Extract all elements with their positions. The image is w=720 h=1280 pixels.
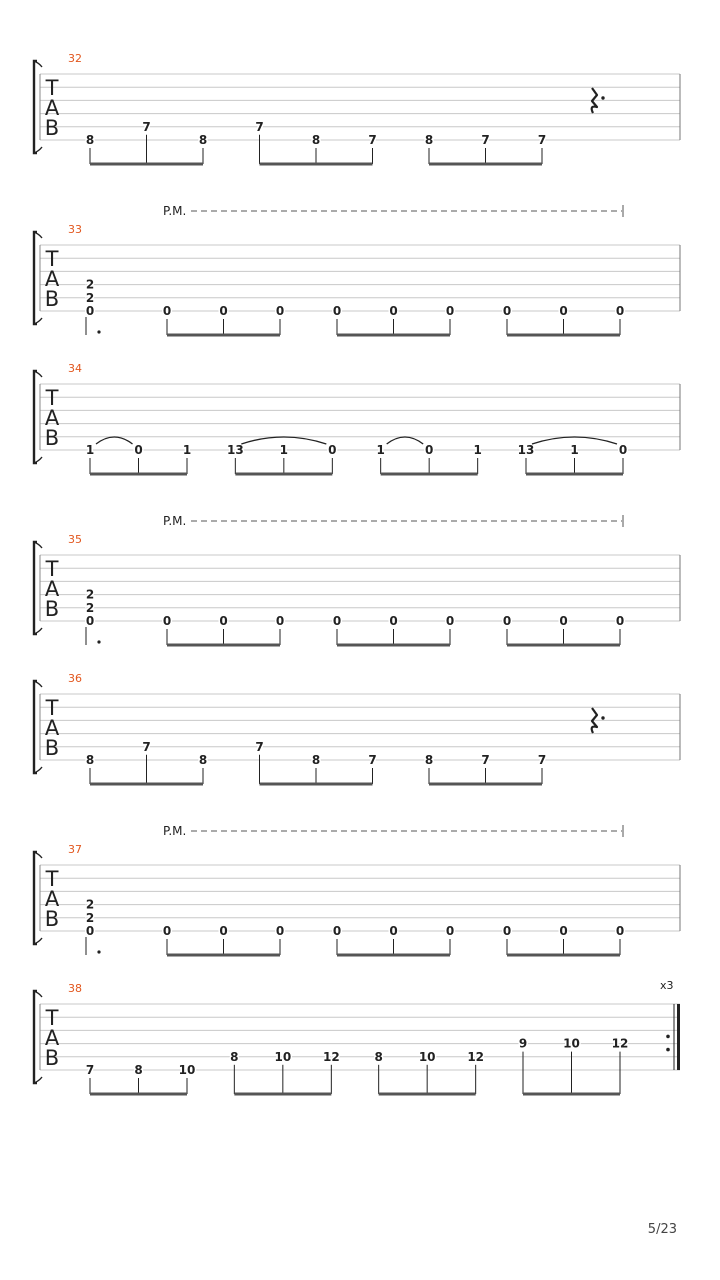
fret-number: 0 <box>85 924 95 938</box>
beam-group <box>227 437 337 476</box>
tab-clef-letter: T <box>45 1006 59 1030</box>
fret-number: 7 <box>142 739 151 754</box>
beam <box>379 1093 476 1096</box>
beam-group <box>333 304 454 337</box>
fret-number: 8 <box>424 753 434 767</box>
repeat-barline-thick <box>677 1004 680 1070</box>
fret-number: 0 <box>219 924 228 938</box>
tab-system <box>34 204 680 337</box>
fret-number: 2 <box>85 897 95 912</box>
fret-number: 12 <box>322 1049 340 1064</box>
fret-number: 8 <box>85 133 95 147</box>
fret-number: 7 <box>142 119 151 134</box>
beam <box>167 334 280 337</box>
fret-number: 7 <box>537 133 547 147</box>
repeat-dot <box>666 1035 670 1039</box>
tab-clef-letter: B <box>44 287 60 311</box>
fret-number: 10 <box>274 1049 292 1064</box>
tab-clef-letter: T <box>45 247 59 271</box>
system-bracket <box>34 371 37 463</box>
fret-number: 0 <box>445 304 455 318</box>
fret-number: 0 <box>389 304 398 318</box>
fret-number: 13 <box>517 443 535 457</box>
beam-group <box>503 924 624 957</box>
fret-number: 13 <box>226 443 244 457</box>
beam <box>260 783 373 786</box>
fret-number: 0 <box>615 304 625 318</box>
fret-number: 8 <box>374 1049 383 1064</box>
tab-clef-letter: T <box>45 696 59 720</box>
fret-number: 0 <box>275 924 285 938</box>
tab-clef-letter: B <box>44 907 60 931</box>
fret-number: 7 <box>368 133 377 147</box>
fret-number: 2 <box>85 587 95 602</box>
dot <box>97 330 100 333</box>
tab-clef-letter: B <box>44 736 60 760</box>
fret-number: 0 <box>559 614 568 628</box>
beam-group <box>86 437 191 476</box>
fret-number: 7 <box>255 119 264 134</box>
beam-group <box>376 437 481 476</box>
fret-number: 0 <box>615 614 625 628</box>
fret-number: 0 <box>219 304 228 318</box>
measure-number: 34 <box>68 362 82 375</box>
tab-system <box>34 514 680 647</box>
beam <box>429 163 542 166</box>
palm-mute-label: P.M. <box>163 514 187 528</box>
fret-number: 2 <box>85 277 95 292</box>
beam-group <box>503 304 624 337</box>
fret-number: 0 <box>85 304 95 318</box>
fret-number: 7 <box>481 133 490 147</box>
tab-clef-letter: B <box>44 426 60 450</box>
palm-mute-label: P.M. <box>163 204 187 218</box>
repeat-dot <box>666 1048 670 1052</box>
fret-number: 8 <box>311 133 321 147</box>
fret-number: 0 <box>502 304 512 318</box>
beam-group <box>86 1063 196 1096</box>
fret-number: 7 <box>85 1063 95 1077</box>
fret-number: 0 <box>162 924 172 938</box>
tab-clef-letter: A <box>44 577 60 601</box>
fret-number: 0 <box>332 304 342 318</box>
tab-clef-letter: A <box>44 1026 60 1050</box>
tab-system <box>34 52 680 166</box>
beam-group <box>333 614 454 647</box>
beam <box>90 163 203 166</box>
measure-number: 32 <box>68 52 82 65</box>
tab-clef-letter: A <box>44 887 60 911</box>
tab-clef-letter: A <box>44 96 60 120</box>
fret-number: 8 <box>230 1049 239 1064</box>
beam <box>337 954 450 957</box>
tab-clef-letter: B <box>44 597 60 621</box>
beam-group <box>163 304 284 337</box>
tab-clef-letter: T <box>45 386 59 410</box>
system-bracket <box>34 681 37 773</box>
measure-number: 38 <box>68 982 82 995</box>
tab-clef-letter: T <box>45 867 59 891</box>
beam-group <box>163 924 284 957</box>
fret-number: 0 <box>219 614 228 628</box>
measure-number: 36 <box>68 672 82 685</box>
fret-number: 2 <box>85 600 95 615</box>
fret-number: 0 <box>275 614 285 628</box>
beam-group <box>163 614 284 647</box>
fret-number: 0 <box>559 304 568 318</box>
fret-number: 1 <box>473 443 482 457</box>
palm-mute-label: P.M. <box>163 824 187 838</box>
fret-number: 10 <box>418 1049 436 1064</box>
beam <box>526 473 623 476</box>
beam <box>234 1093 331 1096</box>
fret-number: 2 <box>85 290 95 305</box>
tab-clef-letter: A <box>44 716 60 740</box>
fret-number: 12 <box>611 1036 629 1051</box>
fret-number: 0 <box>445 614 455 628</box>
system-bracket <box>34 991 37 1083</box>
beam-group <box>518 437 628 476</box>
fret-number: 10 <box>178 1063 196 1077</box>
fret-number: 10 <box>563 1036 580 1051</box>
fret-number: 8 <box>198 753 208 767</box>
dot <box>97 950 100 953</box>
fret-number: 0 <box>162 304 172 318</box>
fret-number: 8 <box>424 133 434 147</box>
tab-system <box>34 824 680 957</box>
fret-number: 8 <box>311 753 321 767</box>
fret-number: 0 <box>618 443 628 457</box>
slur-arc <box>387 437 424 444</box>
slur-arc <box>96 437 133 444</box>
beam <box>90 1093 187 1096</box>
fret-number: 1 <box>85 443 95 457</box>
dot <box>97 640 100 643</box>
fret-number: 2 <box>85 910 95 925</box>
beam <box>523 1093 620 1096</box>
fret-number: 0 <box>389 614 398 628</box>
fret-number: 1 <box>376 443 385 457</box>
fret-number: 0 <box>445 924 455 938</box>
fret-number: 8 <box>85 753 95 767</box>
beam-group <box>425 753 546 786</box>
fret-number: 0 <box>502 924 512 938</box>
tab-system <box>34 362 680 476</box>
fret-number: 0 <box>332 614 342 628</box>
beam <box>507 644 620 647</box>
fret-number: 0 <box>162 614 172 628</box>
fret-number: 8 <box>198 133 208 147</box>
beam <box>381 473 478 476</box>
fret-number: 8 <box>134 1063 143 1077</box>
fret-number: 0 <box>424 443 434 457</box>
tab-clef-letter: T <box>45 76 59 100</box>
beam-group <box>519 1037 629 1096</box>
system-bracket <box>34 852 37 944</box>
fret-number: 0 <box>275 304 285 318</box>
page-number: 5/23 <box>647 1222 677 1237</box>
tab-system <box>34 672 680 786</box>
fret-number: 0 <box>389 924 398 938</box>
beam-group <box>503 614 624 647</box>
system-bracket <box>34 232 37 324</box>
beam <box>507 334 620 337</box>
fret-number: 0 <box>134 443 143 457</box>
beam <box>90 783 203 786</box>
tab-clef-letter: B <box>44 116 60 140</box>
system-bracket <box>34 542 37 634</box>
fret-number: 7 <box>255 739 264 754</box>
tab-clef-letter: T <box>45 557 59 581</box>
beam <box>337 644 450 647</box>
beam <box>235 473 332 476</box>
fret-number: 7 <box>368 753 377 767</box>
fret-number: 9 <box>518 1036 528 1051</box>
fret-number: 12 <box>467 1049 485 1064</box>
beam <box>90 473 187 476</box>
fret-number: 0 <box>328 443 337 457</box>
tab-system <box>34 979 680 1096</box>
beam-group <box>333 924 454 957</box>
tab-clef-letter: A <box>44 267 60 291</box>
beam-group <box>425 133 546 166</box>
beam <box>167 644 280 647</box>
tab-clef-letter: A <box>44 406 60 430</box>
measure-number: 37 <box>68 843 82 856</box>
beam <box>337 334 450 337</box>
beam <box>260 163 373 166</box>
beam <box>507 954 620 957</box>
fret-number: 7 <box>537 753 547 767</box>
beam <box>429 783 542 786</box>
fret-number: 0 <box>559 924 568 938</box>
fret-number: 0 <box>615 924 625 938</box>
fret-number: 0 <box>502 614 512 628</box>
tab-clef-letter: B <box>44 1046 60 1070</box>
fret-number: 1 <box>279 443 289 457</box>
fret-number: 1 <box>182 443 192 457</box>
measure-number: 35 <box>68 533 82 546</box>
beam <box>167 954 280 957</box>
fret-number: 0 <box>85 614 95 628</box>
fret-number: 7 <box>481 753 490 767</box>
measure-number: 33 <box>68 223 82 236</box>
fret-number: 0 <box>332 924 342 938</box>
dot <box>601 96 604 99</box>
repeat-count: x3 <box>660 979 674 992</box>
dot <box>601 716 604 719</box>
system-bracket <box>34 61 37 153</box>
fret-number: 1 <box>570 443 579 457</box>
